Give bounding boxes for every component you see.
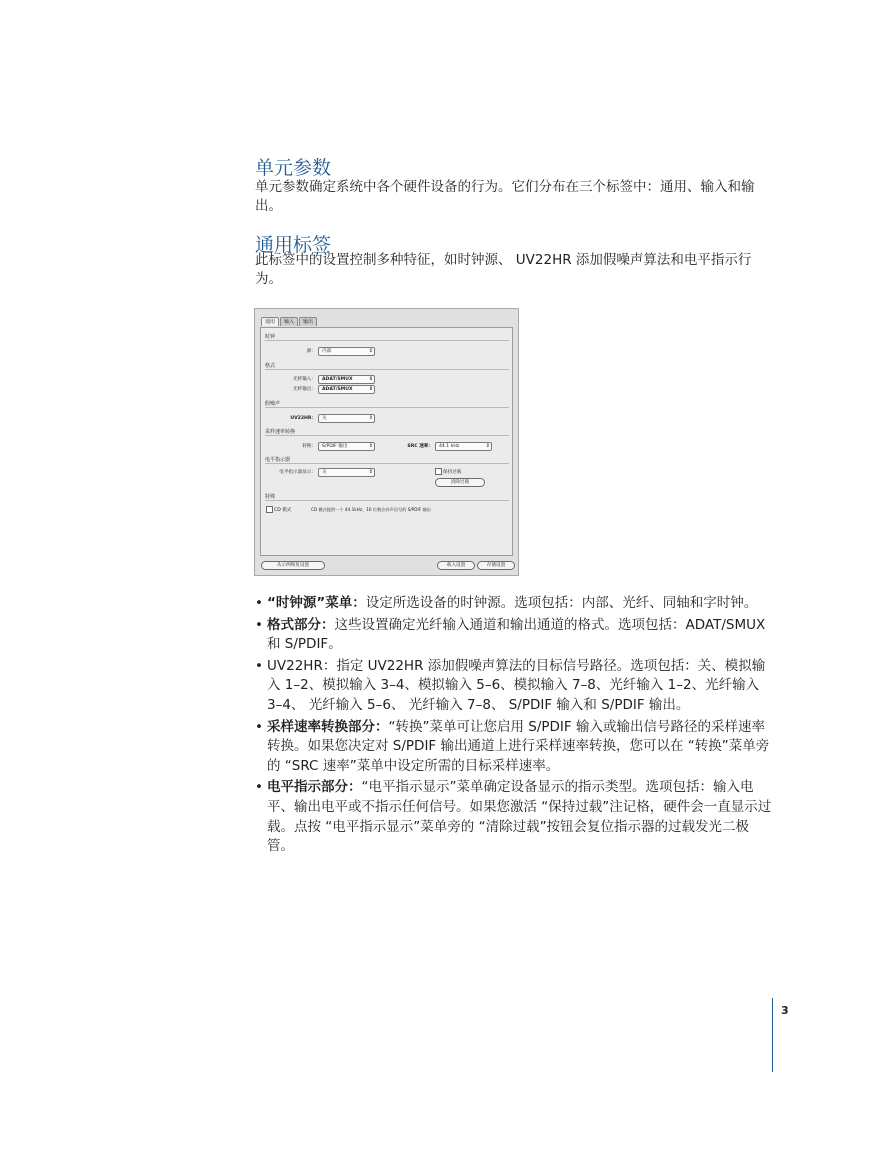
- clock-source-label: 源：: [306, 349, 316, 354]
- load-settings-button[interactable]: 载入设置: [437, 561, 475, 570]
- dither-section-label: 假噪声: [265, 401, 281, 407]
- optical-out-select[interactable]: ADAT/SMUX ⇕: [318, 385, 375, 394]
- list-item: [255, 718, 775, 777]
- tab-input[interactable]: 输入: [280, 317, 298, 326]
- clock-section-label: 时钟: [265, 334, 276, 340]
- list-item-text: “电平指示显示”菜单确定设备显示的指示类型。选项包括：输入电平、输出电平或不指示任何信号。如果您激活 “保持过载”注记格，硬件会一直显示过载。点按 “电平指示显示”菜单旁的 “清除过载”按钮会复位指示器的过载发光二极管。: [267, 779, 772, 855]
- list-item: [255, 616, 775, 655]
- list-item-label: 采样速率转换部分：: [267, 718, 389, 735]
- src-rate-select[interactable]: 44.1 kHz ⇕: [435, 442, 492, 451]
- tab-general[interactable]: 通用: [261, 317, 279, 326]
- list-item: [255, 657, 775, 716]
- options-list: [255, 594, 775, 859]
- list-item-text: UV22HR：指定 UV22HR 添加假噪声算法的目标信号路径。选项包括：关、模拟输入 1–2、模拟输入 3–4、模拟输入 5–6、模拟输入 7–8、光纤输入 1–2、光纤输入 3–4、 光纤输入 5–6、 光纤输入 7–8、 S/PDIF 输入和 S/PDIF 输出。: [267, 657, 766, 713]
- optical-out-label: 光纤输出：: [293, 387, 316, 392]
- save-settings-button[interactable]: 存储设置: [477, 561, 515, 570]
- list-item: [255, 778, 775, 856]
- meter-display-label: 电平指示器显示：: [279, 470, 316, 475]
- cd-mode-checkbox[interactable]: [266, 506, 273, 513]
- list-item-text: 设定所选设备的时钟源。选项包括：内部、光纤、同轴和字时钟。: [365, 595, 758, 611]
- src-section-label: 采样速率转换: [265, 429, 296, 435]
- clock-source-select[interactable]: 内部 ⇕: [318, 347, 375, 356]
- meter-display-select[interactable]: 关 ⇕: [318, 468, 375, 477]
- general-panel: [260, 327, 513, 556]
- list-item-label: “时钟源”菜单：: [267, 595, 366, 611]
- uv22hr-label: UV22HR：: [290, 416, 316, 421]
- optical-in-select[interactable]: ADAT/SMUX ⇕: [318, 375, 375, 384]
- hold-overload-checkbox[interactable]: [435, 468, 442, 475]
- convert-label: 转换：: [302, 444, 316, 449]
- divider: [265, 407, 509, 408]
- list-item-label: 电平指示部分：: [267, 779, 362, 796]
- settings-dialog-screenshot: [254, 308, 519, 576]
- section-body-general-tab: 此标签中的设置控制多种特征，如时钟源、 UV22HR 添加假噪声算法和电平指示行为。: [255, 252, 752, 287]
- section-title-general-tab: 通用标签: [255, 234, 332, 256]
- meter-section-label: 电平指示器: [265, 457, 291, 463]
- convert-select[interactable]: S/PDIF 输出 ⇕: [318, 442, 375, 451]
- divider: [265, 340, 509, 341]
- optical-in-label: 光纤输入：: [293, 377, 316, 382]
- page-number: 3: [781, 1004, 789, 1017]
- list-item-label: 格式部分：: [267, 616, 335, 633]
- divider: [265, 500, 509, 501]
- list-item-text: “转换”菜单可让您启用 S/PDIF 输入或输出信号路径的采样速率转换。如果您决定对 S/PDIF 输出通道上进行采样速率转换，您可以在 “转换”菜单旁的 “SRC 速率”菜单中设定所需的目标采样速率。: [267, 718, 770, 774]
- clear-overload-button[interactable]: 清除过载: [435, 478, 485, 487]
- tab-output[interactable]: 输出: [299, 317, 317, 326]
- list-item: [255, 594, 775, 614]
- cd-mode-label: CD 模式: [274, 508, 292, 513]
- uv22hr-select[interactable]: 关 ⇕: [318, 414, 375, 423]
- cd-mode-description: CD 模式提供一个 44.1kHz、16 位数位抖声信号的 S/PDIF 输出: [311, 507, 431, 512]
- page-margin-rule: [772, 998, 773, 1072]
- divider: [265, 435, 509, 436]
- src-rate-label: SRC 速率：: [407, 444, 433, 449]
- other-section-label: 特殊: [265, 494, 276, 500]
- dialog-tabs: [261, 317, 318, 326]
- section-title-unit-params: 单元参数: [255, 157, 332, 179]
- list-item-text: 这些设置确定光纤输入通道和输出通道的格式。选项包括：ADAT/SMUX 和 S/PDIF。: [267, 616, 766, 653]
- divider: [265, 463, 509, 464]
- format-section-label: 格式: [265, 363, 276, 369]
- divider: [265, 369, 509, 370]
- restore-settings-button[interactable]: 从示例恢复设置: [261, 561, 325, 570]
- section-body-unit-params: 单元参数确定系统中各个硬件设备的行为。它们分布在三个标签中：通用、输入和输出。: [255, 179, 755, 214]
- hold-overload-label: 保持过载: [443, 470, 462, 475]
